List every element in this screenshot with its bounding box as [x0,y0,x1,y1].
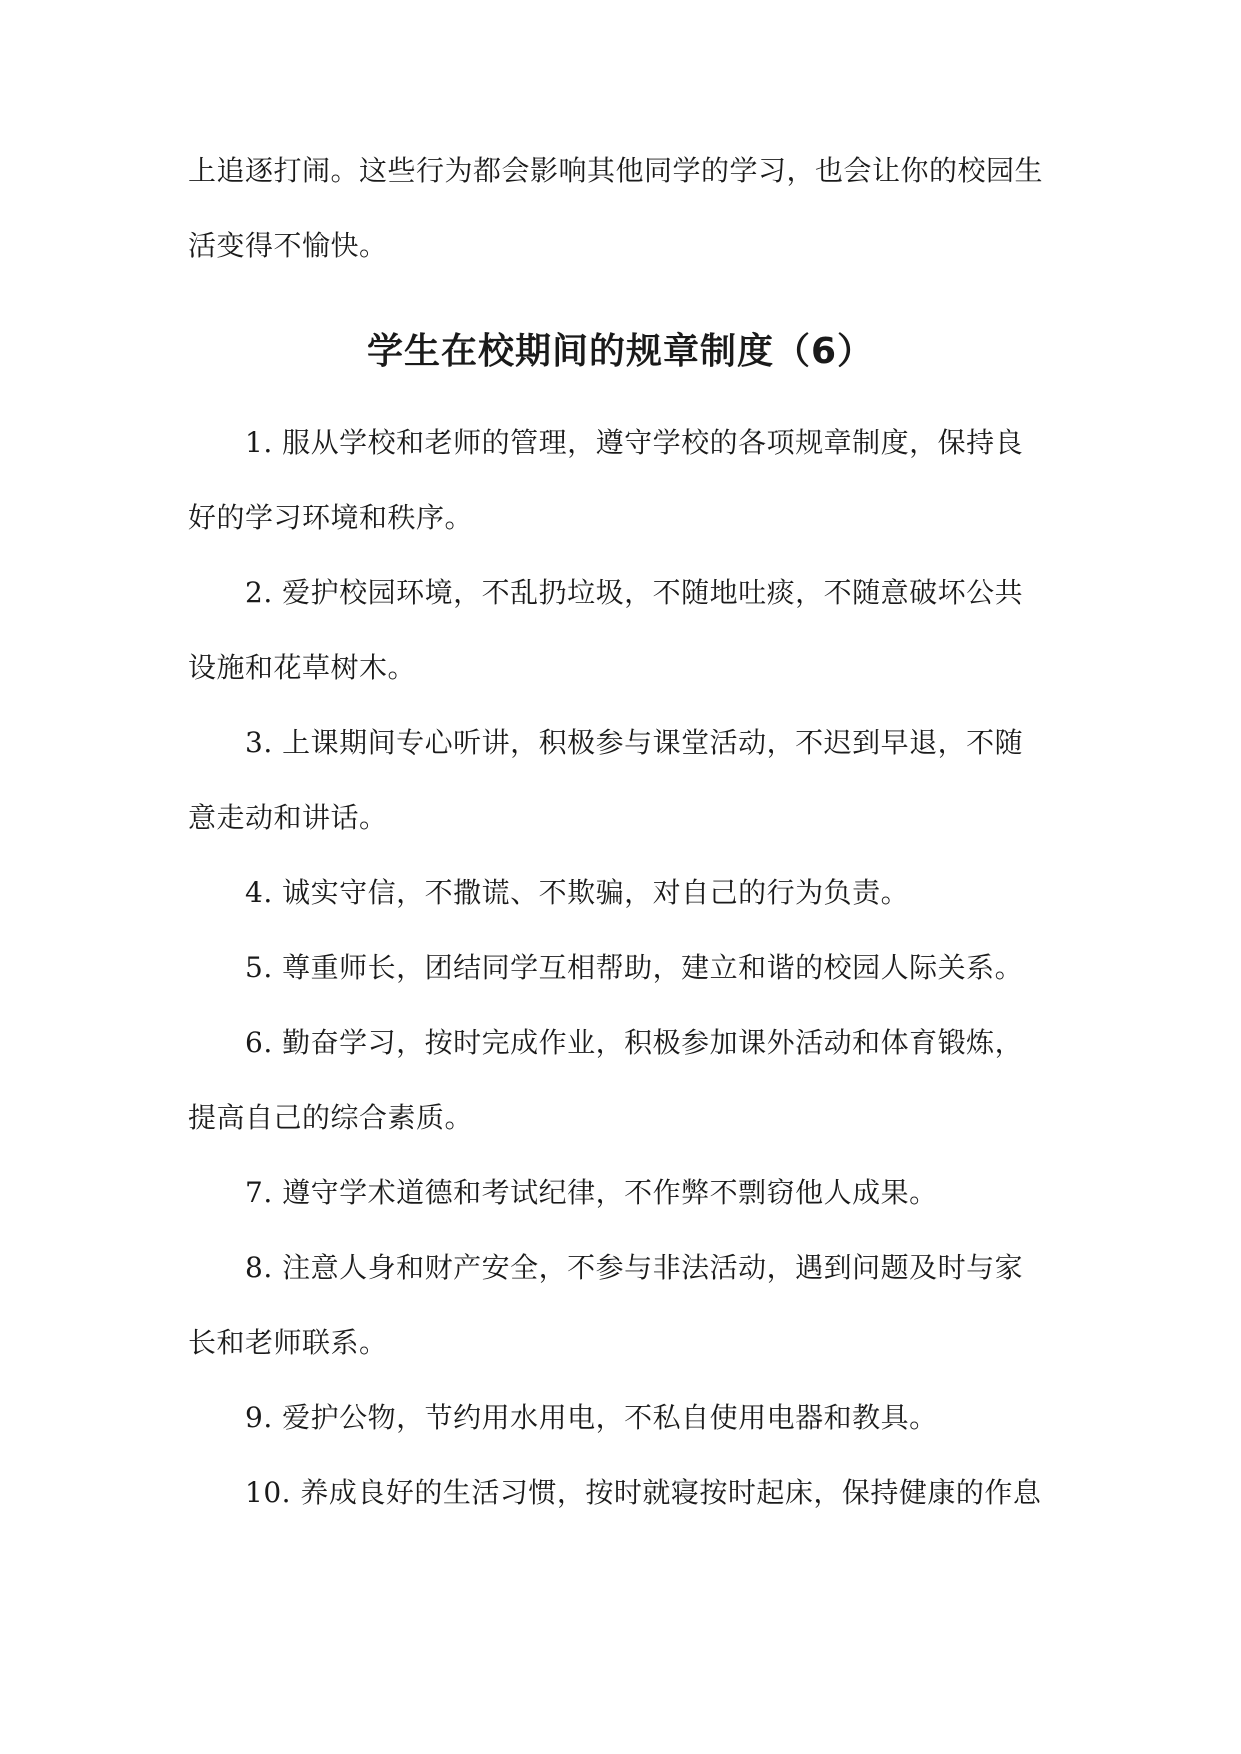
rule-1-line-1: 1. 服从学校和老师的管理，遵守学校的各项规章制度，保持良 [245,426,1024,459]
paragraph-line: 上追逐打闹。这些行为都会影响其他同学的学习，也会让你的校园生 [188,154,1044,187]
rule-4-line-1: 4. 诚实守信，不撒谎、不欺骗，对自己的行为负责。 [245,876,910,909]
rule-5-line-1: 5. 尊重师长，团结同学互相帮助，建立和谐的校园人际关系。 [245,951,1024,984]
rule-6-line-1: 6. 勤奋学习，按时完成作业，积极参加课外活动和体育锻炼， [245,1026,1024,1059]
rule-8-line-1: 8. 注意人身和财产安全，不参与非法活动，遇到问题及时与家 [245,1251,1024,1284]
rule-3-line-1: 3. 上课期间专心听讲，积极参与课堂活动，不迟到早退，不随 [245,726,1024,759]
rule-7-line-1: 7. 遵守学术道德和考试纪律，不作弊不剽窃他人成果。 [245,1176,938,1209]
rule-9-line-1: 9. 爱护公物，节约用水用电，不私自使用电器和教具。 [245,1401,938,1434]
rule-10-line-1: 10. 养成良好的生活习惯，按时就寝按时起床，保持健康的作息 [245,1476,1042,1509]
rule-2-line-2: 设施和花草树木。 [188,651,417,684]
rule-6-line-2: 提高自己的综合素质。 [188,1101,474,1134]
paragraph-line: 活变得不愉快。 [188,229,388,262]
rule-8-line-2: 长和老师联系。 [188,1326,388,1359]
rule-3-line-2: 意走动和讲话。 [188,801,388,834]
rule-1-line-2: 好的学习环境和秩序。 [188,501,474,534]
section-title: 学生在校期间的规章制度（6） [366,331,875,372]
carryover-paragraph [188,133,1053,283]
rules-list [188,405,1053,1530]
rule-2-line-1: 2. 爱护校园环境，不乱扔垃圾，不随地吐痰，不随意破坏公共 [245,576,1024,609]
